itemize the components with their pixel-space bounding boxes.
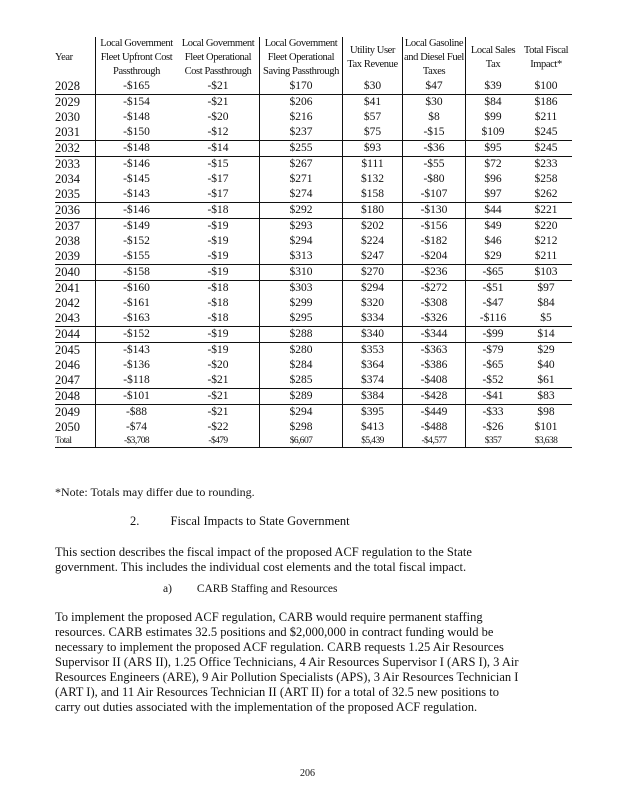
year-cell: 2042 — [55, 296, 96, 311]
value-cell: $334 — [343, 311, 403, 327]
year-cell: 2031 — [55, 125, 96, 141]
year-cell: 2028 — [55, 79, 96, 95]
value-cell: -$326 — [403, 311, 466, 327]
value-cell: $14 — [520, 327, 572, 343]
table-note: *Note: Totals may differ due to rounding. — [55, 485, 255, 499]
value-cell: -$21 — [177, 405, 260, 421]
value-cell: $310 — [260, 265, 343, 281]
year-cell: 2048 — [55, 389, 96, 405]
value-cell: -$15 — [403, 125, 466, 141]
table-row — [55, 265, 572, 281]
header-upfront-cost: Local Government Fleet Upfront Cost Passthrough — [100, 38, 173, 77]
value-cell: -$107 — [403, 187, 466, 203]
value-cell: -$488 — [403, 420, 466, 435]
value-cell: $294 — [260, 234, 343, 249]
table-row — [55, 296, 572, 311]
year-cell: 2038 — [55, 234, 96, 249]
value-cell: -$118 — [96, 373, 178, 389]
value-cell: -$79 — [482, 344, 504, 356]
value-cell: -$165 — [96, 79, 178, 95]
value-cell: $5 — [520, 311, 572, 327]
value-cell: -$20 — [177, 358, 260, 373]
year-cell: 2033 — [55, 157, 96, 173]
staffing-paragraph: To implement the proposed ACF regulation, CARB would require permanent staffing resources. CARB estimates 32.5 positions and $2,000,000 in contract funding would be necessary to implement the proposed ACF regulation. CARB requests 1.25 Air Resources Supervisor II (ARS II), 1.25 Office Technicians, 4 Air Resources Supervisor I (ARS I), 3 Air Resources Engineers (ARE), 9 Air Pollution Specialists (APS), 3 Air Resources Technician I (ART I), and 11 Air Resources Technician II (ART II) for a total of 32.5 new positions to carry out duties associated with the implementation of the proposed ACF regulation. — [55, 610, 519, 714]
year-cell: 2030 — [55, 110, 96, 125]
table-row — [55, 234, 572, 249]
value-cell: $186 — [534, 96, 558, 108]
value-cell: -$149 — [123, 220, 150, 232]
year-cell: 2032 — [55, 141, 96, 157]
value-cell: -$130 — [403, 203, 466, 219]
value-cell: -$272 — [403, 281, 466, 297]
year-cell: 2036 — [55, 203, 96, 219]
value-cell: $299 — [260, 296, 343, 311]
value-cell: $294 — [260, 405, 343, 421]
value-cell: $39 — [466, 79, 521, 95]
value-cell: -$21 — [177, 389, 260, 405]
value-cell: -$36 — [403, 141, 466, 157]
value-cell: $255 — [260, 141, 343, 157]
value-cell: -$19 — [177, 234, 260, 249]
value-cell: $84 — [537, 297, 555, 309]
value-cell: -$148 — [96, 141, 178, 157]
value-cell: -$386 — [403, 358, 466, 373]
value-cell: -$52 — [466, 373, 521, 389]
table-row — [55, 110, 572, 125]
value-cell: $271 — [260, 172, 343, 187]
value-cell: -$19 — [177, 249, 260, 265]
header-operational-saving: Local Government Fleet Operational Saving Passthrough — [260, 37, 343, 79]
year-cell: 2047 — [55, 373, 96, 389]
value-cell: -$143 — [123, 344, 150, 356]
table-row — [55, 172, 572, 187]
value-cell: $270 — [343, 265, 403, 281]
value-cell: -$21 — [177, 95, 260, 111]
value-cell: $224 — [343, 234, 403, 249]
value-cell: -$363 — [403, 343, 466, 359]
value-cell: -$161 — [123, 297, 150, 309]
value-cell: -$19 — [177, 343, 260, 359]
year-cell: 2039 — [55, 249, 96, 265]
value-cell: $3,638 — [520, 435, 572, 448]
value-cell: -$65 — [466, 265, 521, 281]
value-cell: $109 — [466, 125, 521, 141]
value-cell: -$14 — [177, 141, 260, 157]
year-cell: 2037 — [55, 219, 96, 235]
value-cell: $100 — [520, 79, 572, 95]
table-row — [55, 187, 572, 203]
section-intro: This section describes the fiscal impact of the proposed ACF regulation to the State government. This includes the individual cost elements and the total fiscal impact. — [55, 545, 472, 574]
value-cell: -$4,577 — [403, 435, 466, 448]
value-cell: -$22 — [177, 420, 260, 435]
year-cell: 2035 — [55, 187, 96, 203]
year-cell: Total — [55, 435, 96, 448]
value-cell: $75 — [343, 125, 403, 141]
value-cell: $298 — [260, 420, 343, 435]
value-cell: $46 — [484, 235, 502, 247]
value-cell: $216 — [260, 110, 343, 125]
value-cell: $384 — [343, 389, 403, 405]
header-utility-tax: Utility User Tax Revenue — [343, 37, 403, 79]
year-cell: 2045 — [55, 343, 96, 359]
value-cell: $211 — [534, 111, 558, 123]
subsection-letter: a) — [163, 583, 172, 595]
value-cell: $303 — [260, 281, 343, 297]
value-cell: $158 — [343, 187, 403, 203]
year-cell: 2034 — [55, 172, 96, 187]
table-row — [55, 311, 572, 327]
value-cell: $47 — [403, 79, 466, 95]
value-cell: -$47 — [482, 297, 504, 309]
section-heading — [130, 514, 350, 529]
table-row — [55, 389, 572, 405]
value-cell: $280 — [260, 343, 343, 359]
table-row — [55, 358, 572, 373]
value-cell: $294 — [343, 281, 403, 297]
table-row — [55, 79, 572, 95]
value-cell: $211 — [520, 249, 572, 265]
value-cell: $285 — [260, 373, 343, 389]
header-sales-tax: Local Sales Tax — [470, 45, 516, 70]
table-row — [55, 141, 572, 157]
value-cell: -$428 — [403, 389, 466, 405]
value-cell: $262 — [520, 187, 572, 203]
value-cell: $95 — [466, 141, 521, 157]
value-cell: $267 — [260, 157, 343, 173]
value-cell: $30 — [403, 95, 466, 111]
value-cell: $97 — [537, 282, 555, 294]
value-cell: -$146 — [123, 158, 150, 170]
value-cell: $245 — [520, 141, 572, 157]
table-row — [55, 327, 572, 343]
value-cell: -$163 — [96, 311, 178, 327]
value-cell: $289 — [260, 389, 343, 405]
year-cell: 2044 — [55, 327, 96, 343]
table-row — [55, 281, 572, 297]
value-cell: -$344 — [403, 327, 466, 343]
fiscal-impact-table — [55, 37, 572, 448]
value-cell: -$20 — [177, 110, 260, 125]
value-cell: -$449 — [403, 405, 466, 421]
value-cell: $284 — [260, 358, 343, 373]
value-cell: -$236 — [403, 265, 466, 281]
value-cell: -$145 — [123, 173, 150, 185]
value-cell: -$101 — [96, 389, 178, 405]
table-row — [55, 249, 572, 265]
table-row — [55, 157, 572, 173]
year-cell: 2029 — [55, 95, 96, 111]
value-cell: $49 — [484, 220, 502, 232]
table-row — [55, 420, 572, 435]
value-cell: $295 — [260, 311, 343, 327]
value-cell: $220 — [534, 220, 558, 232]
value-cell: -$479 — [177, 435, 260, 448]
value-cell: -$182 — [403, 234, 466, 249]
table-row — [55, 373, 572, 389]
value-cell: -$33 — [482, 406, 504, 418]
value-cell: -$41 — [466, 389, 521, 405]
value-cell: $258 — [534, 173, 558, 185]
value-cell: $99 — [484, 111, 502, 123]
header-fuel-taxes: Local Gasoline and Diesel Fuel Taxes — [404, 38, 464, 77]
value-cell: -$19 — [177, 219, 260, 235]
value-cell: $29 — [537, 344, 555, 356]
value-cell: -$308 — [403, 296, 466, 311]
value-cell: -$150 — [96, 125, 178, 141]
value-cell: -$51 — [482, 282, 504, 294]
value-cell: $44 — [466, 203, 521, 219]
value-cell: $41 — [343, 95, 403, 111]
value-cell: -$21 — [177, 79, 260, 95]
year-cell: 2046 — [55, 358, 96, 373]
header-operational-cost: Local Government Fleet Operational Cost Passthrough — [177, 37, 260, 79]
value-cell: -$18 — [177, 281, 260, 297]
year-cell: 2043 — [55, 311, 96, 327]
value-cell: $413 — [343, 420, 403, 435]
value-cell: -$17 — [177, 187, 260, 203]
value-cell: -$148 — [123, 111, 150, 123]
value-cell: $72 — [484, 158, 502, 170]
value-cell: $96 — [484, 173, 502, 185]
value-cell: $320 — [343, 296, 403, 311]
value-cell: $245 — [520, 125, 572, 141]
value-cell: $202 — [343, 219, 403, 235]
value-cell: -$15 — [177, 157, 260, 173]
section-number: 2. — [130, 514, 140, 528]
value-cell: $132 — [343, 172, 403, 187]
value-cell: -$204 — [403, 249, 466, 265]
value-cell: -$80 — [403, 172, 466, 187]
value-cell: $8 — [403, 110, 466, 125]
value-cell: -$408 — [403, 373, 466, 389]
value-cell: -$158 — [96, 265, 178, 281]
value-cell: $357 — [466, 435, 521, 448]
value-cell: -$65 — [482, 359, 504, 371]
value-cell: $103 — [520, 265, 572, 281]
year-cell: 2040 — [55, 265, 96, 281]
value-cell: -$136 — [123, 359, 150, 371]
value-cell: $84 — [484, 96, 502, 108]
value-cell: $293 — [260, 219, 343, 235]
value-cell: -$19 — [177, 265, 260, 281]
value-cell: -$26 — [482, 421, 504, 433]
year-cell: 2041 — [55, 281, 96, 297]
table-row — [55, 95, 572, 111]
year-cell: 2049 — [55, 405, 96, 421]
value-cell: $292 — [260, 203, 343, 219]
value-cell: $221 — [520, 203, 572, 219]
year-cell: 2050 — [55, 420, 96, 435]
value-cell: $313 — [260, 249, 343, 265]
value-cell: $101 — [534, 421, 558, 433]
value-cell: $5,439 — [343, 435, 403, 448]
value-cell: $40 — [537, 359, 555, 371]
total-row — [55, 435, 572, 448]
value-cell: -$88 — [125, 406, 148, 418]
value-cell: $61 — [520, 373, 572, 389]
value-cell: -$74 — [125, 421, 148, 433]
value-cell: $247 — [343, 249, 403, 265]
value-cell: -$12 — [177, 125, 260, 141]
table-row — [55, 343, 572, 359]
value-cell: -$55 — [403, 157, 466, 173]
value-cell: -$21 — [177, 373, 260, 389]
value-cell: -$19 — [177, 327, 260, 343]
value-cell: -$155 — [96, 249, 178, 265]
value-cell: $97 — [466, 187, 521, 203]
value-cell: -$18 — [177, 203, 260, 219]
value-cell: $233 — [534, 158, 558, 170]
subsection-title: CARB Staffing and Resources — [196, 583, 338, 595]
value-cell: -$152 — [96, 327, 178, 343]
value-cell: $29 — [466, 249, 521, 265]
value-cell: $180 — [343, 203, 403, 219]
value-cell: -$156 — [403, 219, 466, 235]
value-cell: $288 — [260, 327, 343, 343]
section-title: Fiscal Impacts to State Government — [170, 514, 350, 528]
value-cell: $170 — [260, 79, 343, 95]
value-cell: -$3,708 — [96, 435, 178, 448]
value-cell: -$152 — [123, 235, 150, 247]
table-header-row — [55, 37, 572, 79]
value-cell: $274 — [260, 187, 343, 203]
value-cell: -$18 — [177, 311, 260, 327]
value-cell: $212 — [534, 235, 558, 247]
table-row — [55, 405, 572, 421]
value-cell: $93 — [343, 141, 403, 157]
value-cell: -$18 — [177, 296, 260, 311]
value-cell: -$146 — [96, 203, 178, 219]
value-cell: $98 — [537, 406, 555, 418]
value-cell: -$143 — [96, 187, 178, 203]
value-cell: $364 — [343, 358, 403, 373]
table-row — [55, 219, 572, 235]
value-cell: $6,607 — [260, 435, 343, 448]
value-cell: -$17 — [177, 172, 260, 187]
value-cell: $206 — [260, 95, 343, 111]
value-cell: $395 — [343, 405, 403, 421]
value-cell: $340 — [343, 327, 403, 343]
value-cell: -$154 — [123, 96, 150, 108]
value-cell: $374 — [343, 373, 403, 389]
subsection-heading — [163, 582, 337, 597]
value-cell: -$116 — [466, 311, 521, 327]
table-row — [55, 203, 572, 219]
page-number: 206 — [300, 768, 315, 779]
value-cell: $30 — [343, 79, 403, 95]
value-cell: $57 — [343, 110, 403, 125]
value-cell: $237 — [260, 125, 343, 141]
value-cell: -$160 — [123, 282, 150, 294]
value-cell: $353 — [343, 343, 403, 359]
value-cell: $111 — [343, 157, 403, 173]
value-cell: $83 — [520, 389, 572, 405]
header-total-impact: Total Fiscal Impact* — [523, 45, 569, 70]
table-row — [55, 125, 572, 141]
header-year: Year — [55, 37, 96, 79]
value-cell: -$99 — [466, 327, 521, 343]
